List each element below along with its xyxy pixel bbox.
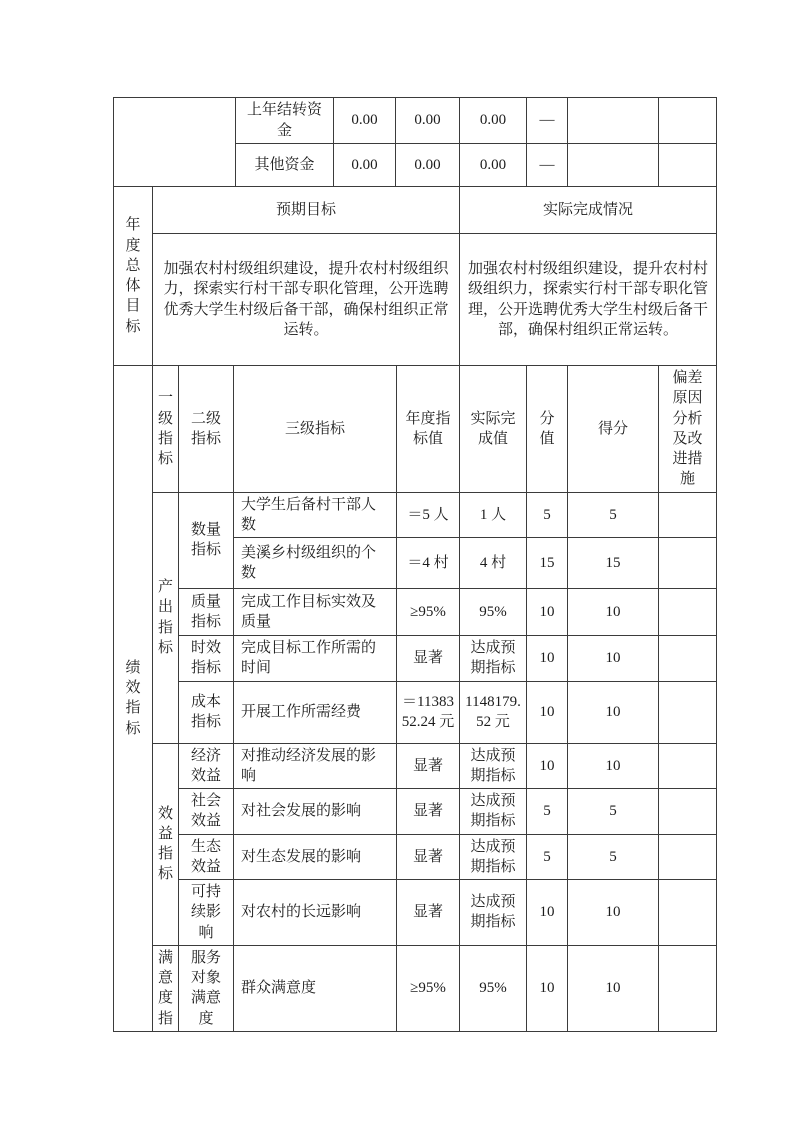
indicator-name: 美溪乡村级组织的个数	[234, 538, 397, 589]
actual-value: 95%	[460, 945, 527, 1031]
level2-quantity: 数量指标	[179, 492, 234, 589]
actual-value: 95%	[460, 589, 527, 636]
empty-cell	[659, 144, 717, 187]
deviation-cell	[659, 743, 717, 789]
points-value: 10	[568, 880, 659, 946]
actual-value: 达成预期指标	[460, 789, 527, 835]
funds-row-label: 其他资金	[236, 144, 334, 187]
actual-value: 达成预期指标	[460, 636, 527, 682]
points-value: 5	[568, 789, 659, 835]
header-level2: 二级指标	[179, 366, 234, 493]
table-row	[114, 789, 717, 835]
level2-ecological: 生态效益	[179, 834, 234, 880]
deviation-cell	[659, 492, 717, 538]
points-value: 10	[568, 589, 659, 636]
performance-table-document	[113, 97, 716, 1032]
table-row	[114, 834, 717, 880]
funds-value: 0.00	[334, 98, 396, 144]
empty-cell	[659, 98, 717, 144]
header-target: 年度指标值	[397, 366, 460, 493]
indicator-name: 对推动经济发展的影响	[234, 743, 397, 789]
funds-value: 0.00	[396, 98, 460, 144]
target-value: 显著	[397, 834, 460, 880]
funds-dash: —	[527, 98, 568, 144]
funds-value: 0.00	[334, 144, 396, 187]
header-deviation: 偏差原因分析及改进措施	[659, 366, 717, 493]
deviation-cell	[659, 789, 717, 835]
level2-economic: 经济效益	[179, 743, 234, 789]
actual-completion-text: 加强农村村级组织建设，提升农村村级组织力，探索实行村干部专职化管理，公开选聘优秀大学生村级后备干部，确保村组织正常运转。	[460, 234, 717, 366]
header-level1: 一级指标	[153, 366, 179, 493]
indicator-name: 对农村的长远影响	[234, 880, 397, 946]
level1-satisfaction: 满意度指	[153, 945, 179, 1031]
actual-value: 达成预期指标	[460, 880, 527, 946]
score-value: 10	[527, 945, 568, 1031]
empty-cell	[568, 98, 659, 144]
points-value: 10	[568, 743, 659, 789]
level2-service-object: 服务对象满意度	[179, 945, 234, 1031]
level2-timeliness: 时效指标	[179, 636, 234, 682]
table-row	[114, 636, 717, 682]
level2-cost: 成本指标	[179, 681, 234, 743]
annual-goal-row-header: 年度总体目标	[114, 187, 153, 366]
score-value: 5	[527, 789, 568, 835]
points-value: 10	[568, 681, 659, 743]
deviation-cell	[659, 834, 717, 880]
score-value: 10	[527, 589, 568, 636]
deviation-cell	[659, 880, 717, 946]
score-value: 10	[527, 743, 568, 789]
expected-goal-text: 加强农村村级组织建设，提升农村村级组织力，探索实行村干部专职化管理，公开选聘优秀大学生村级后备干部，确保村组织正常运转。	[153, 234, 460, 366]
score-value: 10	[527, 636, 568, 682]
level1-benefit: 效益指标	[153, 743, 179, 945]
table-row	[114, 743, 717, 789]
deviation-cell	[659, 589, 717, 636]
indicator-name: 完成工作目标实效及质量	[234, 589, 397, 636]
annual-goal-table	[113, 186, 717, 366]
target-value: 显著	[397, 743, 460, 789]
level2-sustainability: 可持续影响	[179, 880, 234, 946]
score-value: 5	[527, 492, 568, 538]
funds-row-label: 上年结转资金	[236, 98, 334, 144]
points-value: 10	[568, 945, 659, 1031]
actual-value: 达成预期指标	[460, 834, 527, 880]
indicator-name: 大学生后备村干部人数	[234, 492, 397, 538]
funds-table	[113, 97, 717, 187]
target-value: ＝5 人	[397, 492, 460, 538]
target-value: 显著	[397, 880, 460, 946]
funds-value: 0.00	[396, 144, 460, 187]
deviation-cell	[659, 945, 717, 1031]
target-value: ≥95%	[397, 589, 460, 636]
points-value: 15	[568, 538, 659, 589]
actual-value: 4 村	[460, 538, 527, 589]
target-value: ＝4 村	[397, 538, 460, 589]
actual-completion-header: 实际完成情况	[460, 187, 717, 234]
target-value: 显著	[397, 636, 460, 682]
target-value: ＝1138352.24 元	[397, 681, 460, 743]
target-value: ≥95%	[397, 945, 460, 1031]
score-value: 10	[527, 880, 568, 946]
funds-value: 0.00	[460, 144, 527, 187]
indicator-name: 对社会发展的影响	[234, 789, 397, 835]
deviation-cell	[659, 538, 717, 589]
funds-dash: —	[527, 144, 568, 187]
empty-cell	[568, 144, 659, 187]
header-level3: 三级指标	[234, 366, 397, 493]
header-score: 分值	[527, 366, 568, 493]
table-row	[114, 945, 717, 1031]
score-value: 5	[527, 834, 568, 880]
target-value: 显著	[397, 789, 460, 835]
points-value: 10	[568, 636, 659, 682]
points-value: 5	[568, 492, 659, 538]
actual-value: 1148179.52 元	[460, 681, 527, 743]
indicator-name: 完成目标工作所需的时间	[234, 636, 397, 682]
actual-value: 1 人	[460, 492, 527, 538]
header-actual: 实际完成值	[460, 366, 527, 493]
level2-social: 社会效益	[179, 789, 234, 835]
table-row	[114, 681, 717, 743]
indicator-name: 开展工作所需经费	[234, 681, 397, 743]
deviation-cell	[659, 636, 717, 682]
funds-value: 0.00	[460, 98, 527, 144]
expected-goal-header: 预期目标	[153, 187, 460, 234]
indicators-table	[113, 365, 717, 1032]
table-row	[114, 589, 717, 636]
indicator-name: 群众满意度	[234, 945, 397, 1031]
empty-cell	[114, 98, 236, 187]
indicators-section-label: 绩效指标	[114, 366, 153, 1032]
points-value: 5	[568, 834, 659, 880]
score-value: 10	[527, 681, 568, 743]
level2-quality: 质量指标	[179, 589, 234, 636]
deviation-cell	[659, 681, 717, 743]
table-row	[114, 880, 717, 946]
header-points: 得分	[568, 366, 659, 493]
level1-output: 产出指标	[153, 492, 179, 743]
indicator-name: 对生态发展的影响	[234, 834, 397, 880]
score-value: 15	[527, 538, 568, 589]
table-row	[114, 492, 717, 538]
actual-value: 达成预期指标	[460, 743, 527, 789]
